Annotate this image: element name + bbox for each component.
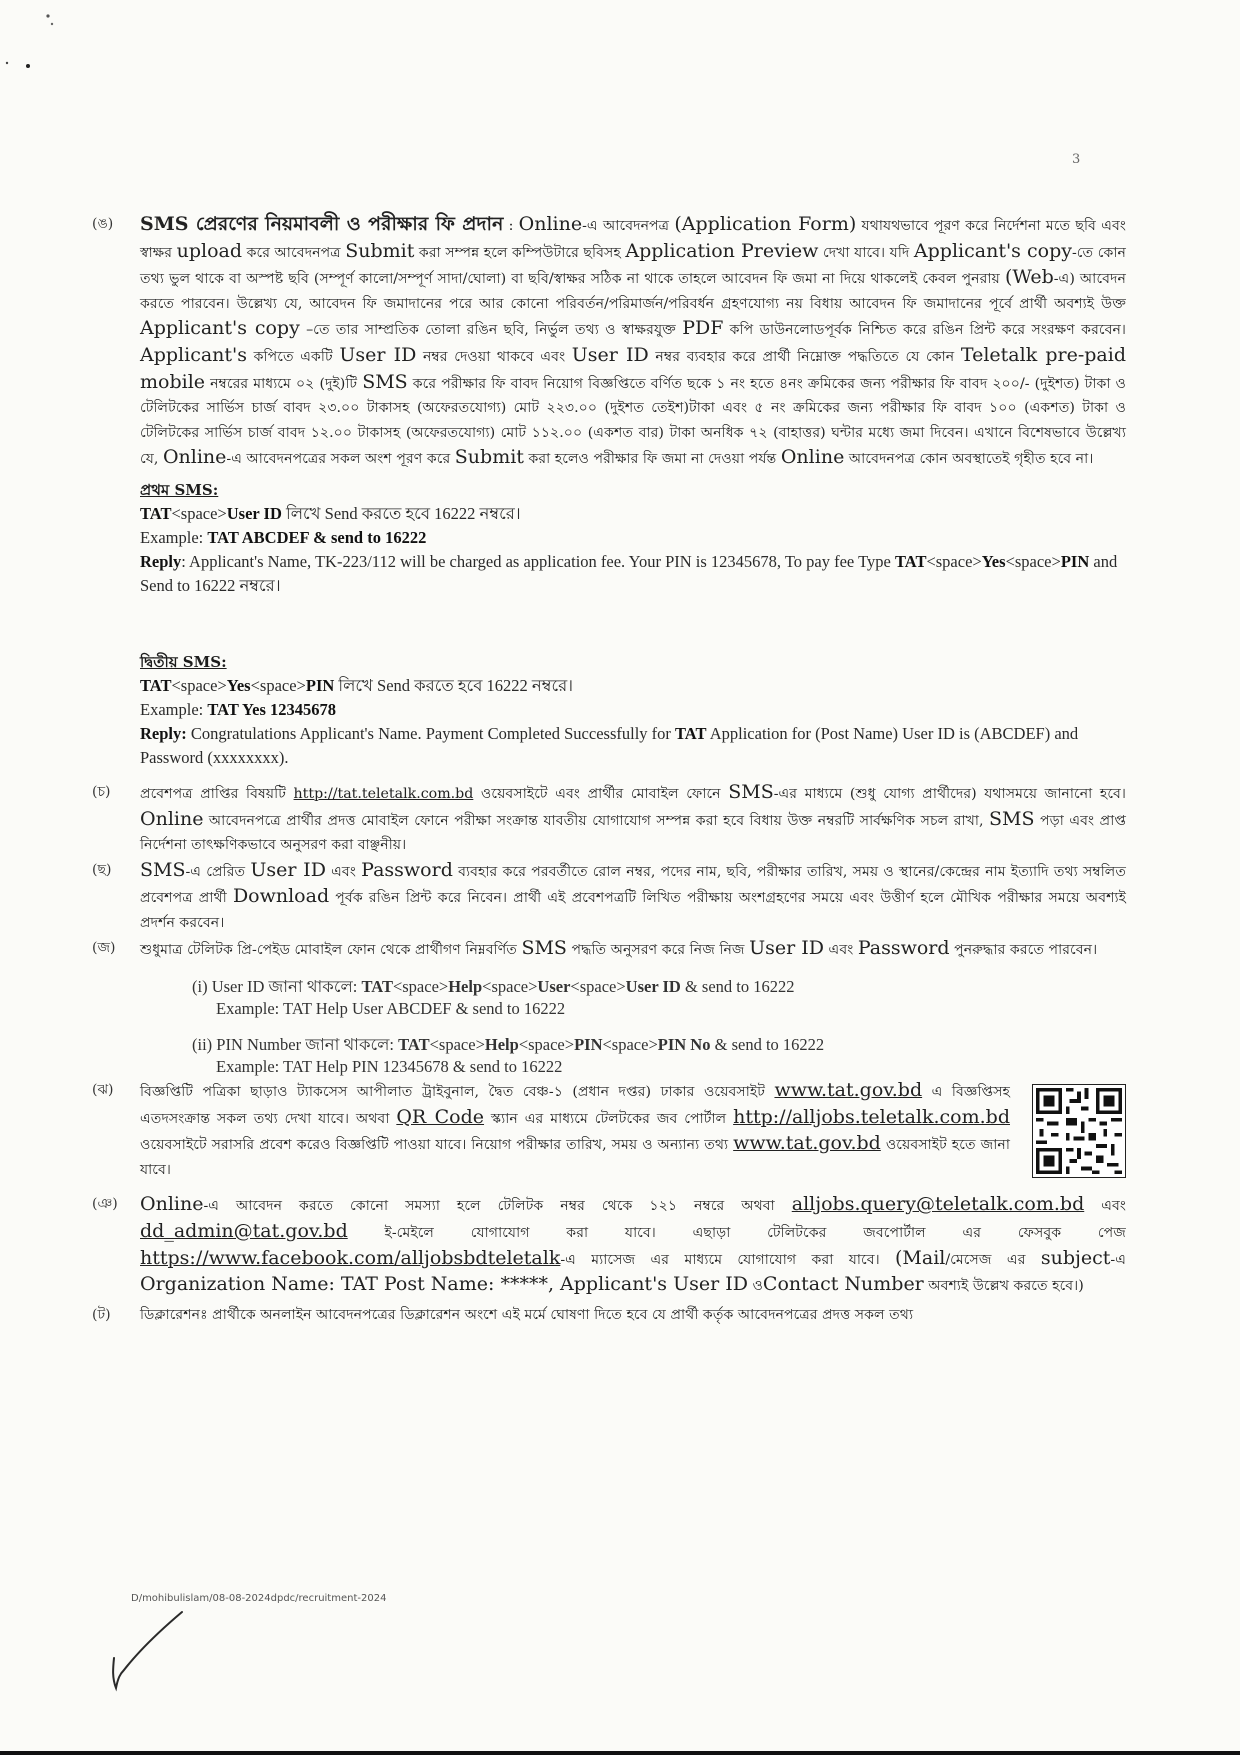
text: পূর্বক রঙিন প্রিন্ট করে নিবেন। প্রার্থী এই প্রবেশপত্রটি লিখিত পরীক্ষায় অংশগ্রহণের সময়ে এবং উত্তীর্ণ হলে মৌখিক পরীক্ষার সময়ে অবশ্যই প্রদর্শন করবেন। <box>140 890 1127 931</box>
text: করে আবেদনপত্র <box>242 244 346 261</box>
help-user-id-line <box>192 976 1126 998</box>
text: -তে কোন তথ্য ভুল থাকে বা অস্পষ্ট ছবি (সম্পূর্ণ কালো/সম্পূর্ণ সাদা/ঘোলা) বা ছবি/স্বাক্ষর সঠিক না থাকে তাহলে আবেদন ফি জমা না দিয়ে থাকলেই কেবল পুনরায় <box>140 244 1127 288</box>
text: নম্বরের মাধ্যমে ০২ (দুই)টি <box>205 375 363 392</box>
text: Online <box>140 807 204 830</box>
text: করা হলেও পরীক্ষার ফি জমা না দেওয়া পর্যন্ত <box>523 451 781 468</box>
text: Example: <box>140 527 208 547</box>
help-user-id-example: Example: TAT Help User ABCDEF & send to 16222 <box>216 999 566 1019</box>
second-sms-reply <box>140 722 1126 770</box>
text: & send to 16222 <box>710 1035 825 1055</box>
clause-label: (ঙ) <box>92 216 114 232</box>
second-sms-heading: দ্বিতীয় SMS: <box>140 652 227 671</box>
text: -এ আবেদন করতে কোনো সমস্যা হলে টেলিটক নম্বর থেকে ১২১ নম্বরে অথবা <box>203 1198 792 1215</box>
text: ই-মেইলে যোগাযোগ করা যাবে। এছাড়া টেলিটকের জবপোর্টাল এর ফেসবুক পেজ <box>347 1225 1126 1242</box>
text: User ID <box>339 343 417 366</box>
text: <space> <box>429 1035 485 1055</box>
text: upload <box>176 239 243 262</box>
text: <space> <box>171 503 227 523</box>
text: PIN <box>305 675 335 695</box>
text: <space> <box>518 1035 575 1055</box>
text: ওয়েবসাইট হতে জানা যাবে। <box>140 1137 1010 1178</box>
page-number: 3 <box>1072 152 1081 167</box>
clause-ch <box>92 780 1127 858</box>
second-sms-example <box>140 698 1126 722</box>
tat-teletalk-link[interactable]: http://tat.teletalk.com.bd <box>293 785 474 802</box>
text: TAT <box>894 551 927 571</box>
text: TAT <box>140 675 172 695</box>
text: Yes <box>226 675 251 695</box>
text: PIN <box>1060 551 1090 571</box>
facebook-page-link[interactable]: https://www.facebook.com/alljobsbdteletalk <box>140 1246 561 1269</box>
text: ব্যবহার করে পরবর্তীতে রোল নম্বর, পদের নাম, ছবি, পরীক্ষার তারিখ, সময় ও স্থানের/কেন্দ্রের নাম ইত্যাদি তথ্য সম্বলিত প্রবেশপত্র প্রার্থী <box>140 863 1126 907</box>
help-pin-example: Example: TAT Help PIN 12345678 & send to 16222 <box>216 1057 563 1077</box>
text: TAT <box>361 977 393 997</box>
text: Help <box>448 977 483 997</box>
text: শুধুমাত্র টেলিটক প্রি-পেইড মোবাইল ফোন থেকে প্রার্থীগণ নিম্নবর্ণিত <box>140 941 522 958</box>
text: Reply: <box>140 723 187 743</box>
text: পুনরুদ্ধার করতে পারবেন। <box>949 941 1098 958</box>
clause-t <box>92 1303 1126 1328</box>
first-sms-reply <box>140 550 1126 598</box>
text: PDF <box>682 317 724 340</box>
declaration-text: ডিক্লারেশনঃ প্রার্থীকে অনলাইন আবেদনপত্রের ডিক্লারেশন অংশে এই মর্মে ঘোষণা দিতে হবে যে প্রার্থী কর্তৃক আবেদনপত্রের প্রদত্ত সকল তথ্য <box>140 1306 914 1323</box>
clause-j <box>92 936 1126 963</box>
text: TAT Yes 12345678 <box>207 699 337 719</box>
text: -এ ম্যাসেজ এর মাধ্যমে যোগাযোগ করা যাবে। <box>560 1251 896 1268</box>
text: কপি ডাউনলোডপূর্বক নিশ্চিত করে রঙিন প্রিন্ট করে সংরক্ষণ করবেন। <box>723 322 1127 339</box>
file-path-footer: D/mohibulislam/08-08-2024dpdc/recruitment-2024 <box>131 1593 387 1604</box>
text: এ বিজ্ঞপ্তিসহ এতদসংক্রান্ত সকল তথ্য দেখা যাবে। অথবা <box>140 1084 1010 1127</box>
text: & send to 16222 <box>680 977 795 997</box>
text: Teletalk pre-paid mobile <box>140 343 1126 393</box>
clause-label: (ট) <box>92 1306 111 1323</box>
text: SMS <box>362 370 408 393</box>
scan-specks <box>0 0 60 80</box>
text: TAT ABCDEF & send to 16222 <box>207 527 427 547</box>
help-pin <box>192 1034 1126 1078</box>
text: TAT <box>398 1035 430 1055</box>
text: Password <box>857 936 950 959</box>
text: Online <box>780 446 845 469</box>
text: (Web <box>1004 266 1054 289</box>
first-sms-heading: প্রথম SMS: <box>140 480 219 499</box>
text: SMS <box>140 858 186 881</box>
clause-e-title: SMS প্রেরণের নিয়মাবলী ও পরীক্ষার ফি প্রদান <box>140 213 504 235</box>
alljobs-query-email-link[interactable]: alljobs.query@teletalk.com.bd <box>791 1193 1085 1216</box>
text: SMS <box>728 780 774 803</box>
text: এবং <box>824 941 858 958</box>
text: বিজ্ঞপ্তিটি পত্রিকা ছাড়াও ট্যাকসেস আপীলাত ট্রাইবুনাল, দ্বৈত বেঞ্চ-১ (প্রধান দপ্তর) ঢাকার ওয়েবসাইট <box>140 1084 775 1101</box>
qr-code-icon[interactable] <box>1032 1084 1126 1178</box>
text: subject <box>1040 1246 1111 1269</box>
clause-jh <box>92 1078 1126 1182</box>
text: User ID <box>749 936 825 959</box>
clause-label: (জ) <box>92 939 116 956</box>
text: স্ক্যান এর মাধ্যমে টেলটকের জব পোর্টাল <box>484 1110 734 1127</box>
text: and Send to 16222 নম্বরে। <box>140 551 1118 595</box>
tat-website-link-2[interactable]: www.tat.gov.bd <box>733 1132 881 1155</box>
text: Example: <box>140 699 208 719</box>
text: Submit <box>454 446 524 469</box>
text: লিখে Send করতে হবে 16222 নম্বরে। <box>281 503 521 523</box>
text: -এ আবেদনপত্রের সকল অংশ পূরণ করে <box>226 451 455 468</box>
text: : Applicant's Name, TK-223/112 will be charged as application fee. Your PIN is 12345678, To pay fee Type <box>181 551 895 571</box>
text: Applicant's <box>140 343 248 366</box>
text: <space> <box>250 675 306 695</box>
text: এবং <box>1084 1198 1126 1215</box>
text: (ii) PIN Number জানা থাকলে: <box>192 1035 399 1055</box>
clause-chh <box>92 858 1127 936</box>
text: Help <box>484 1035 519 1055</box>
text: এবং <box>325 863 362 880</box>
text: Online <box>518 213 583 235</box>
text: Reply <box>140 551 182 571</box>
text: (i) User ID জানা থাকলে: <box>192 977 362 997</box>
text: -এ) আবেদন করতে পারবেন। উল্লেখ্য যে, আবেদন ফি জমাদানের পরে আর কোনো পরিবর্তন/পরিমার্জন/পরিবর্ধন গ্রহণযোগ্য নয় বিধায় আবেদন ফি জমাদানের পূর্বে প্রার্থী অবশ্যই উক্ত <box>140 271 1126 312</box>
text: ওয়েবসাইটে সরাসরি প্রবেশ করেও বিজ্ঞপ্তিটি পাওয়া যাবে। নিয়োগ পরীক্ষার তারিখ, সময় ও অন্যান্য তথ্য <box>140 1137 734 1154</box>
text: -এ <box>1110 1251 1127 1268</box>
text: পদ্ধতি অনুসরণ করে নিজ নিজ <box>566 941 750 958</box>
text: Applicant's copy <box>913 239 1072 262</box>
text: <space> <box>1005 551 1061 571</box>
second-sms-instruction <box>140 674 1126 698</box>
text: -এর মাধ্যমে (শুধু যোগ্য প্রার্থীদের) যথাসময়ে জানানো হবে। <box>773 785 1127 802</box>
text: আবেদনপত্রে প্রার্থীর প্রদত্ত মোবাইল ফোনে পরীক্ষা সংক্রান্ত যাবতীয় যোগাযোগ সম্পন্ন করা হবে বিধায় উক্ত নম্বরটি সার্বক্ষণিক সচল রাখা, <box>203 812 990 829</box>
clause-label: (ঝ) <box>92 1082 114 1099</box>
text: নম্বর ব্যবহার করে প্রার্থী নিম্নোক্ত পদ্ধতিতে যে কোন <box>648 348 961 365</box>
tat-website-link[interactable]: www.tat.gov.bd <box>774 1079 923 1102</box>
clause-e <box>92 212 1127 472</box>
text: -এ প্রেরিত <box>185 863 251 880</box>
text: : <box>503 218 519 234</box>
text: <space> <box>482 977 538 997</box>
text: -এ আবেদনপত্র <box>582 218 675 234</box>
text: Password <box>361 858 453 881</box>
text: Online <box>162 446 227 469</box>
text: User <box>537 977 571 997</box>
text: PIN No <box>657 1035 711 1055</box>
text: User ID <box>625 977 681 997</box>
help-pin-line <box>192 1034 1126 1056</box>
text: কপিতে একটি <box>247 348 340 365</box>
text: PIN <box>574 1035 603 1055</box>
text: যথাযথভাবে পূরণ করে নির্দেশনা মতে ছবি এবং স্বাক্ষর <box>140 218 1126 261</box>
text: User ID <box>226 503 282 523</box>
clause-label: (ঞ) <box>92 1196 118 1213</box>
text: Yes <box>981 551 1006 571</box>
text: Online <box>140 1193 204 1216</box>
text: <space> <box>171 675 227 695</box>
text: Application for (Post Name) User ID is (ABCDEF) and Password (xxxxxxxx). <box>140 723 1079 767</box>
text: Submit <box>345 239 415 262</box>
text: TAT <box>675 723 707 743</box>
text: TAT <box>140 503 172 523</box>
text: অবশ্যই উল্লেখ করতে হবে।) <box>923 1278 1084 1295</box>
text: SMS <box>989 807 1035 830</box>
text: Contact Number <box>762 1273 924 1296</box>
dd-admin-email-link[interactable]: dd_admin@tat.gov.bd <box>140 1220 348 1243</box>
notice-body <box>92 212 1127 1327</box>
text: Application Preview <box>625 239 819 262</box>
text: আবেদনপত্র কোন অবস্থাতেই গৃহীত হবে না। <box>844 451 1094 468</box>
text: প্রবেশপত্র প্রাপ্তির বিষয়টি <box>140 785 294 802</box>
text: ও <box>747 1278 763 1295</box>
clause-label: (চ) <box>92 783 111 800</box>
alljobs-link[interactable]: http://alljobs.teletalk.com.bd <box>733 1105 1010 1128</box>
text: Download <box>232 885 330 908</box>
text: –তে তার সাম্প্রতিক তোলা রঙিন ছবি, নির্ভুল তথ্য ও স্বাক্ষরযুক্ত <box>299 322 683 339</box>
first-sms-example <box>140 526 1126 550</box>
text: করে পরীক্ষার ফি বাবদ নিয়োগ বিজ্ঞপ্তিতে বর্ণিত ছকে ১ নং হতে ৪নং ক্রমিকের জন্য পরীক্ষার ফি বাবদ ২০০/- (দুইশত) টাকা ও টেলিটকের সার্ভিস চার্জ বাবদ ২৩.০০ টাকাসহ (অফেরতযোগ্য) মোট ২২৩.০০ (দুইশত তেইশ)টাকা এবং ৫ নং ক্রমিকের জন্য পরীক্ষার ফি বাবদ ১০০ (একশত) টাকা ও টেলিটকের সার্ভিস চার্জ বাবদ ১২.০০ টাকাসহ (অফেরতযোগ্য) মোট ১১২.০০ (একশত বার) টাকা অনধিক ৭২ (বাহাত্তর) ঘন্টার মধ্যে জমা দিবেন। এখানে বিশেষভাবে উল্লেখ্য যে, <box>140 375 1126 468</box>
text: /মেসেজ এর <box>945 1251 1041 1268</box>
text: User ID <box>250 858 326 881</box>
text: User ID <box>571 343 649 366</box>
text: <space> <box>392 977 449 997</box>
text: Congratulations Applicant's Name. Payment Completed Successfully for <box>186 723 676 743</box>
text: দেখা যাবে। যদি <box>818 244 914 261</box>
text: QR Code <box>396 1105 485 1128</box>
text: Organization Name: TAT Post Name: *****, Applicant's User ID <box>140 1273 748 1296</box>
text: Applicant's copy <box>140 317 300 340</box>
text: <space> <box>602 1035 658 1055</box>
handwritten-tick-icon <box>108 1608 188 1698</box>
scan-edge <box>0 1751 1240 1755</box>
text: ওয়েবসাইটে এবং প্রার্থীর মোবাইল ফোনে <box>473 785 729 802</box>
text: করা সম্পন্ন হলে কম্পিউটারে ছবিসহ <box>414 244 626 261</box>
clause-n <box>92 1192 1127 1298</box>
text: পড়া এবং প্রাপ্ত নির্দেশনা তাৎক্ষণিকভাবে অনুসরণ করা বাঞ্ছনীয়। <box>140 812 1126 854</box>
text: (Application Form) <box>674 213 857 235</box>
text: SMS <box>521 936 567 959</box>
help-user-id <box>192 976 1126 1020</box>
text: লিখে Send করতে হবে 16222 নম্বরে। <box>334 675 574 695</box>
text: (Mail <box>895 1246 946 1269</box>
clause-label: (ছ) <box>92 861 112 878</box>
text: নম্বর দেওয়া থাকবে এবং <box>416 348 572 365</box>
text: <space> <box>926 551 982 571</box>
text: <space> <box>570 977 626 997</box>
first-sms-instruction <box>140 502 1126 526</box>
